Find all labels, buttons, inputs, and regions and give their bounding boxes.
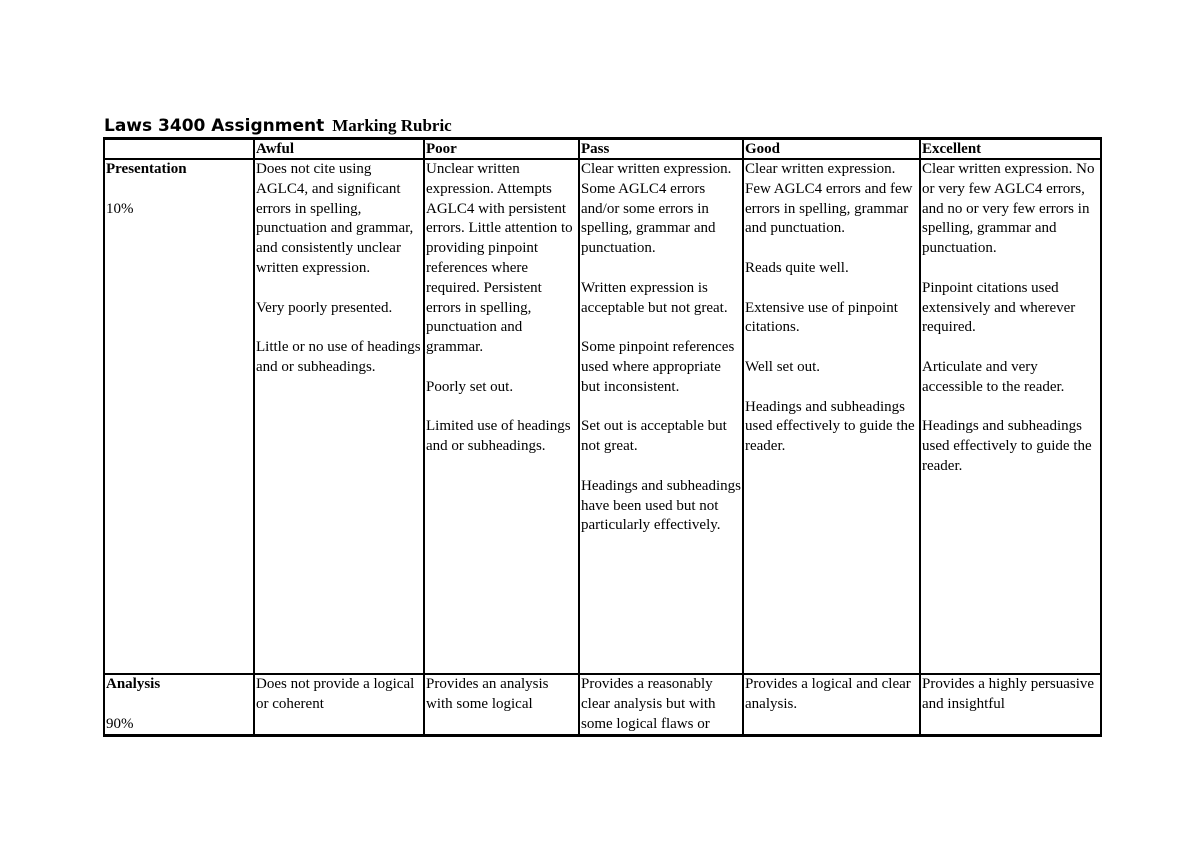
header-poor: Poor bbox=[424, 139, 579, 160]
rubric-cell-good bbox=[743, 159, 920, 674]
cell-paragraph: Does not cite using AGLC4, and significant errors in spelling, punctuation and grammar, and consistently unclear written expression. bbox=[256, 161, 414, 276]
document-title bbox=[104, 102, 452, 139]
cell-paragraph: Clear written expression. No or very few AGLC4 errors, and no or very few errors in spelling, grammar and punctuation. bbox=[922, 161, 1095, 257]
cell-paragraph: Well set out. bbox=[745, 358, 821, 375]
criterion-weight: 10% bbox=[106, 200, 134, 217]
criterion-name: Presentation bbox=[106, 161, 187, 177]
cell-paragraph: Headings and subheadings used effectively to guide the reader. bbox=[922, 418, 1092, 474]
header-criterion bbox=[104, 139, 254, 160]
rubric-cell-pass bbox=[579, 159, 743, 674]
cell-paragraph: Extensive use of pinpoint citations. bbox=[745, 299, 898, 336]
title-subtitle: Marking Rubric bbox=[332, 116, 452, 135]
cell-paragraph: Little or no use of headings and or subheadings. bbox=[256, 339, 421, 375]
header-pass: Pass bbox=[579, 139, 743, 160]
rubric-cell-awful bbox=[254, 674, 424, 736]
cell-paragraph: Clear written expression. Some AGLC4 errors and/or some errors in spelling, grammar and punctuation. bbox=[581, 161, 732, 257]
criterion-cell bbox=[104, 674, 254, 736]
criterion-weight: 90% bbox=[106, 715, 134, 732]
cell-paragraph: Unclear written expression. Attempts AGLC4 with persistent errors. Little attention to providing pinpoint references where required. Persistent errors in spelling, punctuation and grammar. bbox=[426, 161, 573, 356]
cell-paragraph: Clear written expression. Few AGLC4 errors and few errors in spelling, grammar and punctuation. bbox=[745, 161, 913, 237]
rubric-cell-excellent bbox=[920, 159, 1101, 674]
rubric-cell-good bbox=[743, 674, 920, 736]
criterion-cell bbox=[104, 159, 254, 674]
cell-paragraph: Provides a logical and clear analysis. bbox=[745, 676, 911, 712]
cell-paragraph: Provides a highly persuasive and insightful bbox=[922, 676, 1095, 712]
rubric-cell-poor bbox=[424, 159, 579, 674]
title-course: Laws 3400 Assignment bbox=[104, 116, 325, 136]
rubric-cell-poor bbox=[424, 674, 579, 736]
cell-paragraph: Some pinpoint references used where appropriate but inconsistent. bbox=[581, 339, 735, 395]
cell-paragraph: Headings and subheadings have been used but not particularly effectively. bbox=[581, 477, 741, 534]
rubric-cell-pass bbox=[579, 674, 743, 736]
table-row bbox=[104, 674, 1101, 736]
rubric-cell-excellent bbox=[920, 674, 1101, 736]
cell-paragraph: Headings and subheadings used effectively to guide the reader. bbox=[745, 398, 915, 455]
criterion-name: Analysis bbox=[106, 676, 161, 692]
header-good: Good bbox=[743, 139, 920, 160]
cell-paragraph: Pinpoint citations used extensively and wherever required. bbox=[922, 279, 1076, 336]
header-awful: Awful bbox=[254, 139, 424, 160]
marking-rubric-table bbox=[103, 137, 1102, 737]
table-row bbox=[104, 159, 1101, 674]
cell-paragraph: Very poorly presented. bbox=[256, 299, 393, 316]
header-excellent: Excellent bbox=[920, 139, 1101, 160]
cell-paragraph: Provides a reasonably clear analysis but with some logical flaws or bbox=[581, 676, 716, 732]
cell-paragraph: Provides an analysis with some logical bbox=[426, 676, 549, 712]
rubric-cell-awful bbox=[254, 159, 424, 674]
cell-paragraph: Set out is acceptable but not great. bbox=[581, 418, 727, 455]
cell-paragraph: Limited use of headings and or subheadings. bbox=[426, 418, 571, 455]
cell-paragraph: Articulate and very accessible to the reader. bbox=[922, 358, 1065, 395]
cell-paragraph: Written expression is acceptable but not great. bbox=[581, 279, 728, 316]
cell-paragraph: Does not provide a logical or coherent bbox=[256, 676, 415, 712]
table-header-row bbox=[104, 139, 1101, 160]
cell-paragraph: Poorly set out. bbox=[426, 378, 514, 395]
cell-paragraph: Reads quite well. bbox=[745, 259, 849, 276]
